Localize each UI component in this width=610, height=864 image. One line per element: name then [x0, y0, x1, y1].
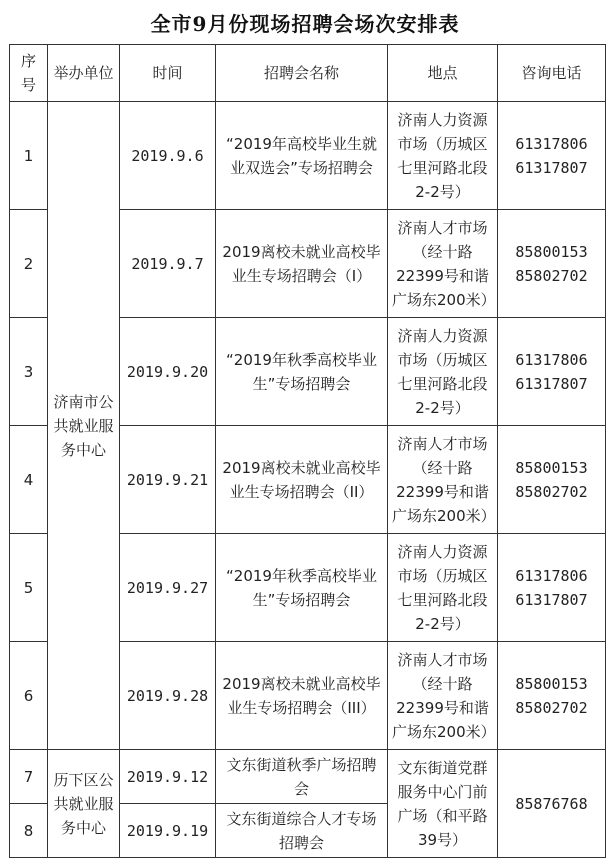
contact-phone	[498, 318, 606, 426]
phone-number: 85802702	[515, 698, 588, 717]
row-number: 6	[10, 642, 48, 750]
phone-number: 61317807	[515, 374, 588, 393]
row-number: 2	[10, 210, 48, 318]
event-location: 济南人力资源市场（历城区七里河路北段2-2号）	[388, 318, 498, 426]
row-number: 7	[10, 750, 48, 804]
event-name: 文东街道秋季广场招聘会	[216, 750, 388, 804]
row-number: 5	[10, 534, 48, 642]
event-time: 2019.9.6	[120, 102, 216, 210]
event-name: “2019年高校毕业生就业双选会”专场招聘会	[216, 102, 388, 210]
event-time: 2019.9.28	[120, 642, 216, 750]
phone-number: 61317806	[515, 566, 588, 585]
event-name: 2019离校未就业高校毕业生专场招聘会（ⅠⅠ）	[216, 426, 388, 534]
contact-phone: 85876768	[498, 750, 606, 858]
header-no: 序号	[10, 45, 48, 102]
table-header-row	[10, 45, 606, 102]
event-name: 文东街道综合人才专场招聘会	[216, 804, 388, 858]
event-time: 2019.9.12	[120, 750, 216, 804]
event-name: “2019年秋季高校毕业生”专场招聘会	[216, 534, 388, 642]
phone-number: 61317807	[515, 590, 588, 609]
event-location: 济南人力资源市场（历城区七里河路北段2-2号）	[388, 534, 498, 642]
phone-number: 85800153	[515, 242, 588, 261]
event-time: 2019.9.21	[120, 426, 216, 534]
event-location: 济南人力资源市场（历城区七里河路北段2-2号）	[388, 102, 498, 210]
contact-phone	[498, 102, 606, 210]
phone-number: 85802702	[515, 266, 588, 285]
phone-number: 61317806	[515, 134, 588, 153]
header-time: 时间	[120, 45, 216, 102]
schedule-table	[9, 44, 606, 858]
event-name: 2019离校未就业高校毕业生专场招聘会（ⅠⅠⅠ）	[216, 642, 388, 750]
contact-phone	[498, 642, 606, 750]
phone-number: 85802702	[515, 482, 588, 501]
header-phone: 咨询电话	[498, 45, 606, 102]
event-name: 2019离校未就业高校毕业生专场招聘会（Ⅰ）	[216, 210, 388, 318]
phone-number: 85800153	[515, 458, 588, 477]
event-time: 2019.9.20	[120, 318, 216, 426]
event-location: 济南人才市场（经十路22399号和谐广场东200米）	[388, 426, 498, 534]
phone-number: 61317806	[515, 350, 588, 369]
event-location: 济南人才市场（经十路22399号和谐广场东200米）	[388, 642, 498, 750]
header-name: 招聘会名称	[216, 45, 388, 102]
contact-phone	[498, 210, 606, 318]
organizer-cell: 历下区公共就业服务中心	[48, 750, 120, 858]
header-location: 地点	[388, 45, 498, 102]
row-number: 8	[10, 804, 48, 858]
event-location: 文东街道党群服务中心门前广场（和平路39号）	[388, 750, 498, 858]
contact-phone	[498, 426, 606, 534]
row-number: 1	[10, 102, 48, 210]
phone-number: 85800153	[515, 674, 588, 693]
event-time: 2019.9.7	[120, 210, 216, 318]
contact-phone	[498, 534, 606, 642]
phone-number: 61317807	[515, 158, 588, 177]
event-time: 2019.9.19	[120, 804, 216, 858]
event-location: 济南人才市场（经十路22399号和谐广场东200米）	[388, 210, 498, 318]
table-row	[10, 750, 606, 804]
document-title: 全市9月份现场招聘会场次安排表	[150, 12, 460, 36]
organizer-cell: 济南市公共就业服务中心	[48, 102, 120, 750]
row-number: 3	[10, 318, 48, 426]
table-row	[10, 102, 606, 210]
header-organizer: 举办单位	[48, 45, 120, 102]
event-name: “2019年秋季高校毕业生”专场招聘会	[216, 318, 388, 426]
row-number: 4	[10, 426, 48, 534]
event-time: 2019.9.27	[120, 534, 216, 642]
